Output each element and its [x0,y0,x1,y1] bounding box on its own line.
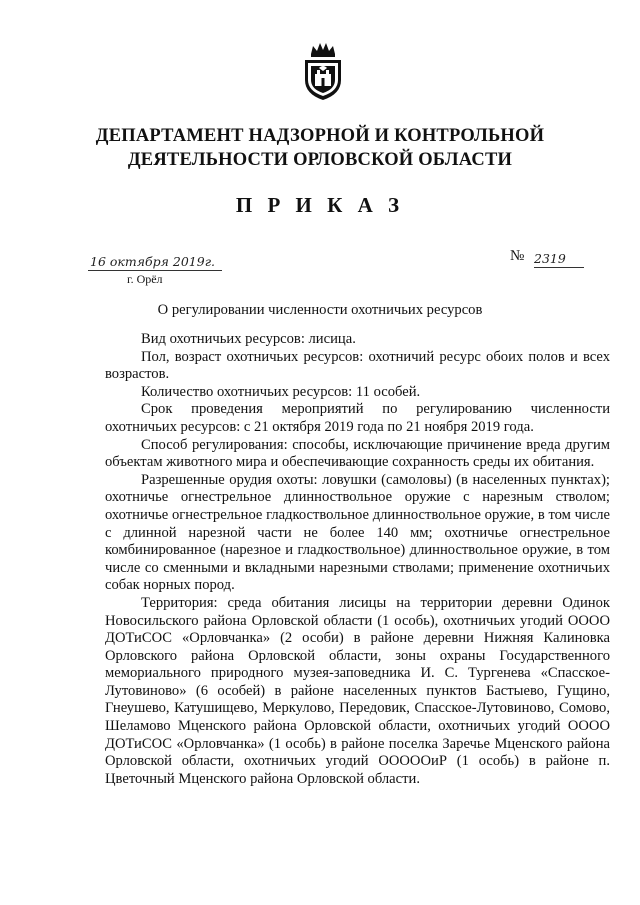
order-number [534,251,584,266]
paragraph-method: Способ регулирования: способы, исключающие причинение вреда другим объектам животного мира и обеспечивающие сохранность среды их обитания. [105,436,610,471]
document-type-title: П Р И К А З [235,193,405,217]
order-number-handwritten: 2319 [534,251,566,266]
number-underline [534,267,584,268]
paragraph-period: Срок проведения мероприятий по регулированию численности охотничьих ресурсов: с 21 октября 2019 года по 21 ноября 2019 года. [105,401,610,435]
paragraph-hunting-tools: Разрешенные орудия охоты: ловушки (самоловы) (в населенных пунктах); охотничье огнестрельное длинноствольное оружие с нарезным стволом; охотничье огнестрельное гладкоствольное длинноствольное оружие, в том числе с длинной нарезной части не более 140 мм; охотничье огнестрельное комбинированное (нарезное и гладкоствольное) длинноствольное оружие, в том числе со сменными и вкладными нарезными стволами; применение охотничьих собак норных пород. [105,471,610,594]
paragraph-sex-age: Пол, возраст охотничьих ресурсов: охотничий ресурс обоих полов и всех возрастов. [105,348,610,383]
department-name-line-1: ДЕПАРТАМЕНТ НАДЗОРНОЙ И КОНТРОЛЬНОЙ [95,126,545,146]
paragraph-quantity: Количество охотничьих ресурсов: 11 особей. [141,383,421,400]
order-date-handwritten: 16 октября 2019г. [90,254,215,269]
date-underline [88,270,222,271]
coat-of-arms-icon [299,40,347,102]
paragraph-territory: Территория: среда обитания лисицы на территории деревни Одинок Новосильского района Орловской области (1 особь), охотничьих угодий ОООО ДОТиСОС «Орловчанка» (2 особи) в районе деревни Нижняя Калиновка Орловского района Орловской области, зоны охраны Государственного мемориального природного музея-заповедника И. С. Тургенева «Спасское-Лутовиново» (6 особей) в районе населенных пунктов Бастыево, Гущино, Гнеушево, Катушищево, Меркулово, Передовик, Спасское-Лутовиново, Сомово, Шеламово Мценского района Орловской области, охотничьих угодий ОООО ДОТиСОС «Орловчанка» (1 особь) в районе поселка Заречье Мценского района Орловской области, охотничьих угодий ОООООиР (1 особь) в районе п. Цветочный Мценского района Орловской области. [105,594,610,787]
department-name-line-2: ДЕЯТЕЛЬНОСТИ ОРЛОВСКОЙ ОБЛАСТИ [127,150,513,170]
order-body [105,331,610,788]
paragraph-species: Вид охотничьих ресурсов: лисица. [141,331,356,347]
order-date [90,254,222,269]
order-subject: О регулировании численности охотничьих ресурсов [157,302,483,318]
order-city: г. Орёл [127,272,163,286]
order-number-label: № [510,248,525,264]
